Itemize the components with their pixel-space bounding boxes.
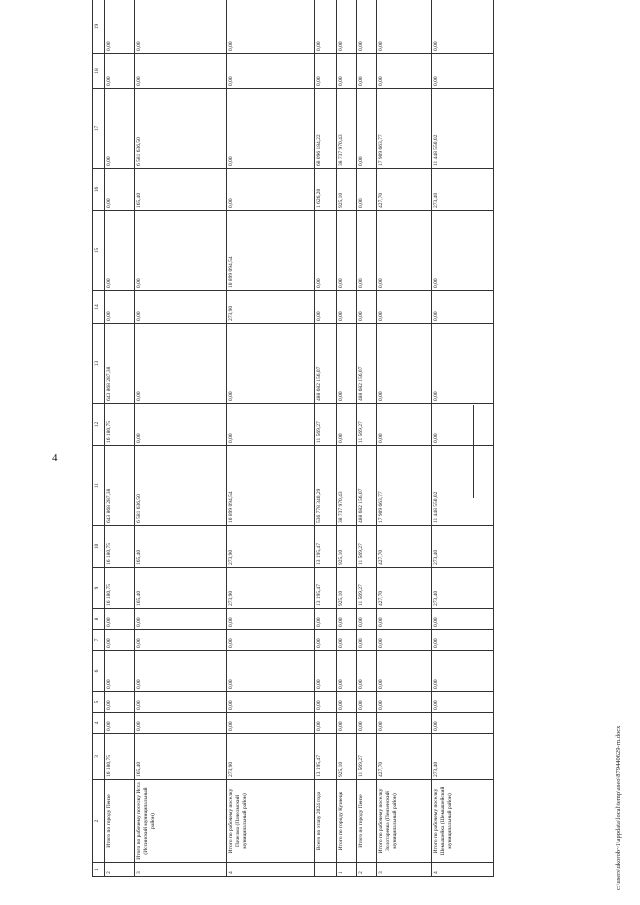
table-cell: 0,00 xyxy=(432,713,494,734)
table-header-cell: 12 xyxy=(93,404,105,446)
table-cell: 427,70 xyxy=(377,568,432,609)
table-cell: 0,00 xyxy=(357,169,377,211)
table-cell: 273,90 xyxy=(227,734,315,780)
table-cell: 10 899 094,54 xyxy=(227,211,315,291)
table-cell: 0,00 xyxy=(135,211,227,291)
table-cell: 273,40 xyxy=(432,734,494,780)
table-cell: 925,10 xyxy=(337,526,357,568)
table-cell: 13 195,47 xyxy=(315,568,337,609)
table-cell: 0,00 xyxy=(377,404,432,446)
table-cell: 0,00 xyxy=(135,0,227,54)
table-cell xyxy=(315,863,337,877)
table-header-cell: 14 xyxy=(93,291,105,324)
table-cell: 925,10 xyxy=(337,169,357,211)
table-cell: 273,40 xyxy=(432,169,494,211)
table-header-cell: 11 xyxy=(93,446,105,526)
table-cell: 0,00 xyxy=(227,54,315,89)
table-cell: 4 xyxy=(227,863,315,877)
table-cell: 0,00 xyxy=(105,609,135,630)
table-cell: Итого по городу Пензе xyxy=(105,780,135,863)
table-cell: 643 868 287,38 xyxy=(105,446,135,526)
table-cell: 0,00 xyxy=(337,713,357,734)
table-cell: 0,00 xyxy=(227,630,315,651)
table-cell: 0,00 xyxy=(227,713,315,734)
table-cell: 0,00 xyxy=(227,692,315,713)
table-cell: 0,00 xyxy=(227,609,315,630)
table-cell: 0,00 xyxy=(135,324,227,404)
table-row xyxy=(135,0,227,877)
table-cell: 0,00 xyxy=(432,54,494,89)
table-cell: 0,00 xyxy=(227,89,315,169)
table-header-cell: 2 xyxy=(93,780,105,863)
table-cell: Итого по городу Кузнецк xyxy=(337,780,357,863)
table-cell: 0,00 xyxy=(105,0,135,54)
table-cell: 488 682 156,07 xyxy=(315,324,337,404)
table-cell: 165,40 xyxy=(135,568,227,609)
table-row xyxy=(315,0,337,877)
table-cell: 0,00 xyxy=(357,54,377,89)
table-cell: 16 180,75 xyxy=(105,526,135,568)
table-cell: 0,00 xyxy=(105,651,135,692)
table-cell: 0,00 xyxy=(357,692,377,713)
table-cell: 427,70 xyxy=(377,734,432,780)
table-cell: 0,00 xyxy=(105,169,135,211)
table-cell: 165,40 xyxy=(135,526,227,568)
table-cell: 643 868 287,38 xyxy=(105,324,135,404)
table-cell: 0,00 xyxy=(377,211,432,291)
table-cell: 0,00 xyxy=(432,404,494,446)
table-header-cell: 4 xyxy=(93,713,105,734)
table-row xyxy=(377,0,432,877)
table-cell: 0,00 xyxy=(357,0,377,54)
table-cell: 488 682 156,07 xyxy=(357,324,377,404)
table-cell: Итого по рабочему поселку Пачелма (Пачелмский муниципальный район) xyxy=(227,780,315,863)
table-row xyxy=(432,0,494,877)
table-cell: 0,00 xyxy=(357,89,377,169)
table-cell: 0,00 xyxy=(357,713,377,734)
table-cell: 0,00 xyxy=(315,713,337,734)
table-cell: 0,00 xyxy=(135,404,227,446)
table-cell: 0,00 xyxy=(357,609,377,630)
table-row xyxy=(227,0,315,877)
table-cell: 0,00 xyxy=(135,609,227,630)
table-header-cell: 7 xyxy=(93,630,105,651)
table-header-cell: 6 xyxy=(93,651,105,692)
table-header-cell: 9 xyxy=(93,568,105,609)
table-cell: 0,00 xyxy=(377,692,432,713)
table-cell: 0,00 xyxy=(135,291,227,324)
table-cell: 0,00 xyxy=(227,651,315,692)
table-cell: 536 778 340,29 xyxy=(315,446,337,526)
table-cell: 0,00 xyxy=(357,211,377,291)
table-cell: 0,00 xyxy=(337,0,357,54)
table-cell: 0,00 xyxy=(377,651,432,692)
table-cell: 0,00 xyxy=(315,211,337,291)
table-cell: 68 096 184,22 xyxy=(315,89,337,169)
table-cell: 0,00 xyxy=(227,169,315,211)
table-cell: 165,40 xyxy=(135,169,227,211)
table-cell: 2 xyxy=(105,863,135,877)
table-cell: 13 195,47 xyxy=(315,526,337,568)
table-cell: Итого по городу Пензе xyxy=(357,780,377,863)
table-cell: 0,00 xyxy=(432,291,494,324)
table-cell: 0,00 xyxy=(432,630,494,651)
table-cell: 427,70 xyxy=(377,169,432,211)
table-cell: 0,00 xyxy=(357,291,377,324)
table-cell: 16 180,75 xyxy=(105,734,135,780)
table-cell: 0,00 xyxy=(377,291,432,324)
table-cell: 0,00 xyxy=(337,404,357,446)
table-cell: 1 626,20 xyxy=(315,169,337,211)
table-cell: 0,00 xyxy=(357,630,377,651)
table-cell: 3 xyxy=(135,863,227,877)
table-cell: 0,00 xyxy=(135,54,227,89)
table-header-cell: 3 xyxy=(93,734,105,780)
table-cell: 3 xyxy=(377,863,432,877)
table-cell: 0,00 xyxy=(337,54,357,89)
table-cell: 0,00 xyxy=(227,404,315,446)
table-cell: 38 737 970,43 xyxy=(337,446,357,526)
table-cell: 0,00 xyxy=(105,630,135,651)
table-cell: 0,00 xyxy=(315,0,337,54)
table-cell: 0,00 xyxy=(337,630,357,651)
table-cell: 0,00 xyxy=(357,651,377,692)
table-cell: 6 581 636,50 xyxy=(135,446,227,526)
table-row xyxy=(357,0,377,877)
table-cell: 0,00 xyxy=(432,609,494,630)
table-cell: 273,90 xyxy=(227,526,315,568)
table-cell: 0,00 xyxy=(227,324,315,404)
table-header-cell: 18 xyxy=(93,54,105,89)
table-cell: 0,00 xyxy=(105,713,135,734)
table-header-row xyxy=(93,0,105,877)
table-cell: 17 909 663,77 xyxy=(377,89,432,169)
table-cell: 0,00 xyxy=(135,630,227,651)
table-cell: 0,00 xyxy=(315,291,337,324)
table-cell: 0,00 xyxy=(105,211,135,291)
table-cell: 0,00 xyxy=(377,324,432,404)
table-cell: 427,70 xyxy=(377,526,432,568)
table-cell: Итого по рабочему поселку Золотаревка (Пензенский муниципальный район) xyxy=(377,780,432,863)
table-cell: 11 569,27 xyxy=(315,404,337,446)
table-cell: 11 569,27 xyxy=(357,568,377,609)
table-cell: 0,00 xyxy=(432,692,494,713)
table-cell: 11 569,27 xyxy=(357,526,377,568)
table-row xyxy=(105,0,135,877)
table-cell: 0,00 xyxy=(432,211,494,291)
table-cell: 11 569,27 xyxy=(357,734,377,780)
table-header-cell: 5 xyxy=(93,692,105,713)
table-cell: 0,00 xyxy=(315,692,337,713)
table-cell: 0,00 xyxy=(377,609,432,630)
table-cell: 0,00 xyxy=(105,54,135,89)
table-cell: 16 180,75 xyxy=(105,568,135,609)
table-cell: 0,00 xyxy=(377,54,432,89)
table-cell: 0,00 xyxy=(432,651,494,692)
table-cell: 0,00 xyxy=(105,89,135,169)
table-cell: 0,00 xyxy=(227,0,315,54)
table-cell: 273,40 xyxy=(432,568,494,609)
table-cell: 0,00 xyxy=(377,630,432,651)
table-cell: 0,00 xyxy=(315,630,337,651)
table-row xyxy=(337,0,357,877)
table-cell: 925,10 xyxy=(337,568,357,609)
table-cell: 0,00 xyxy=(377,713,432,734)
table-cell: Итого по рабочему поселку Исса (Иссинский муниципальный район) xyxy=(135,780,227,863)
table-cell: 0,00 xyxy=(377,0,432,54)
table-cell: 0,00 xyxy=(337,609,357,630)
table-cell: 2 xyxy=(357,863,377,877)
table-cell: 0,00 xyxy=(432,0,494,54)
table-cell: 273,40 xyxy=(432,526,494,568)
table-header-cell: 8 xyxy=(93,609,105,630)
table-cell: 11 448 550,02 xyxy=(432,446,494,526)
table-cell: 0,00 xyxy=(315,54,337,89)
table-cell: 17 909 663,77 xyxy=(377,446,432,526)
table-cell: 11 448 550,02 xyxy=(432,89,494,169)
table-cell: 0,00 xyxy=(315,651,337,692)
table-cell: 1 xyxy=(337,863,357,877)
table-cell: 0,00 xyxy=(135,692,227,713)
table-cell: Всего по этапу 2024 года xyxy=(315,780,337,863)
table-cell: 0,00 xyxy=(135,713,227,734)
table-cell: 488 682 156,07 xyxy=(357,446,377,526)
table-cell: 0,00 xyxy=(337,651,357,692)
table-cell: 273,90 xyxy=(227,568,315,609)
table-header-cell: 1 xyxy=(93,863,105,877)
table-cell: 165,40 xyxy=(135,734,227,780)
table-header-cell: 19 xyxy=(93,0,105,54)
table-cell: 4 xyxy=(432,863,494,877)
footer-file-path: c:\users\ukorob~1\appdata\local\temp\aseo\879440629-rn.docx xyxy=(615,725,622,890)
table-cell: 0,00 xyxy=(337,324,357,404)
table-cell: 0,00 xyxy=(432,324,494,404)
table-cell: Итого по рабочему поселку Шемышейка (Шемышейский муниципальный район) xyxy=(432,780,494,863)
table-cell: 0,00 xyxy=(105,291,135,324)
table-header-cell: 17 xyxy=(93,89,105,169)
table-header-cell: 10 xyxy=(93,526,105,568)
table-cell: 0,00 xyxy=(337,211,357,291)
table-header-cell: 16 xyxy=(93,169,105,211)
table-cell: 0,00 xyxy=(135,651,227,692)
table-cell: 16 180,75 xyxy=(105,404,135,446)
table-header-cell: 15 xyxy=(93,211,105,291)
table-cell: 0,00 xyxy=(337,692,357,713)
table-cell: 925,10 xyxy=(337,734,357,780)
table-header-cell: 13 xyxy=(93,324,105,404)
table-cell: 273,90 xyxy=(227,291,315,324)
table-cell: 38 737 970,43 xyxy=(337,89,357,169)
table-cell: 0,00 xyxy=(105,692,135,713)
table-cell: 0,00 xyxy=(315,609,337,630)
page-number: 4 xyxy=(52,452,58,464)
table-cell: 13 195,47 xyxy=(315,734,337,780)
table-cell: 10 899 094,54 xyxy=(227,446,315,526)
table-cell: 11 569,27 xyxy=(357,404,377,446)
table-cell: 0,00 xyxy=(337,291,357,324)
data-table xyxy=(92,20,453,877)
table-cell: 6 581 636,50 xyxy=(135,89,227,169)
